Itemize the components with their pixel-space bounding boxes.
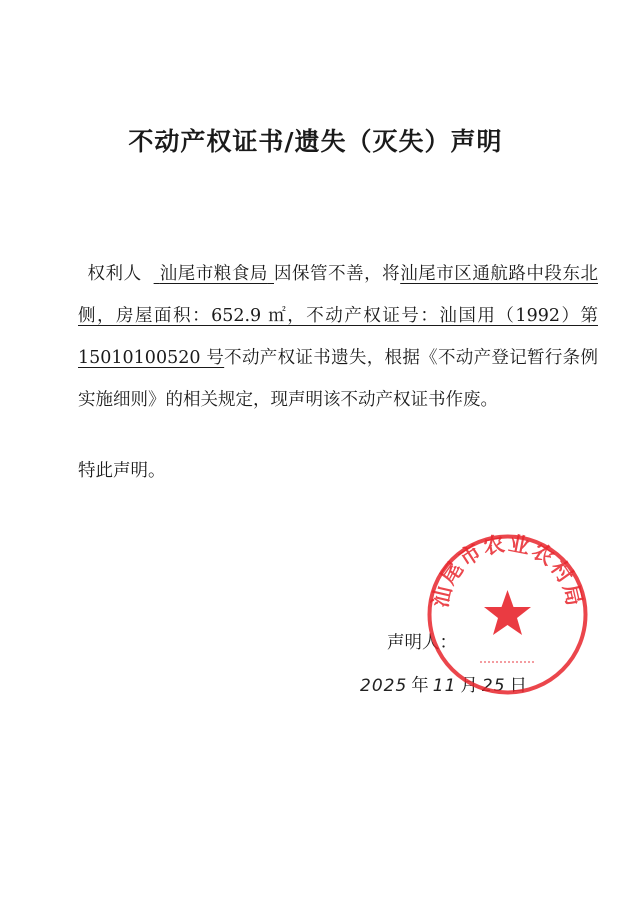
date-day: 25	[481, 676, 506, 696]
date-month-unit: 月	[460, 676, 478, 696]
holder-name: 汕尾市粮食局	[159, 264, 268, 284]
body-text-2: 不动产权证书遗失，根据《不动产登记暂行条例实施细则》的相关规定，现声明该不动产权证书作废。	[78, 348, 598, 410]
holder-label: 权利人	[87, 264, 142, 284]
property-address: 汕尾市区通航路中段东北侧，房屋面积：652.9 ㎡，不动产权证号：汕国用（1992）第 15010100520 号	[78, 264, 598, 368]
star-icon	[484, 590, 531, 635]
declarant-label: 声明人：	[387, 633, 457, 653]
date-year-unit: 年	[411, 676, 429, 696]
official-seal	[425, 532, 590, 697]
body-text-1: 因保管不善，将	[274, 264, 401, 284]
seal-text: 汕尾市农业农村局	[427, 532, 588, 610]
declaration-body	[78, 253, 598, 421]
date-month: 11	[432, 676, 457, 696]
date-year: 2025	[360, 676, 408, 696]
date-day-unit: 日	[509, 676, 528, 696]
closing-statement: 特此声明。	[78, 461, 166, 481]
document-title: 不动产权证书/遗失（灭失）声明	[128, 127, 503, 156]
